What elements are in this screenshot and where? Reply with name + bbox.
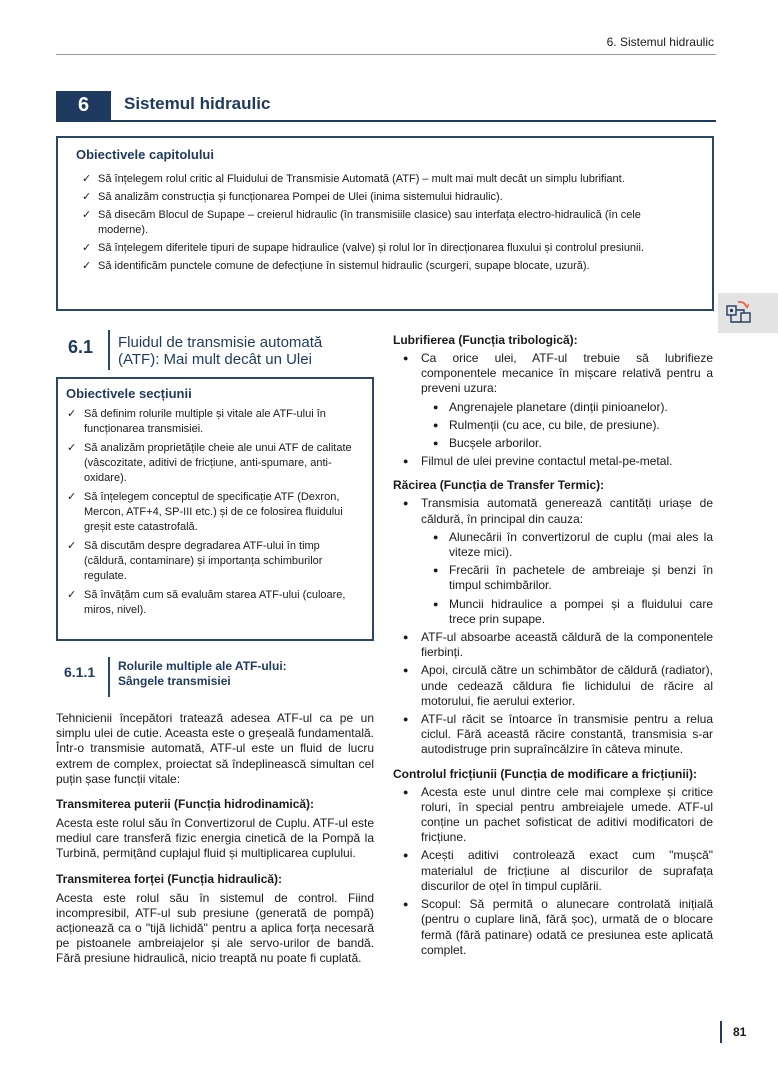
- section-title: Fluidul de transmisie automată (ATF): Mai mult decât un Ulei: [118, 334, 323, 368]
- bullet-item: ● Apoi, circulă către un schimbător de căldură (radiator), unde cedează căldura fie lichidului de răcire al motorului, fie aerului exterior.: [393, 663, 713, 709]
- objective-item: ✓ Să disecăm Blocul de Supape – creierul hidraulic (în transmisiile clasice) sau interfața electro-hidraulică (în cele moderne).: [82, 209, 641, 236]
- checkmark-icon: ✓: [67, 408, 77, 420]
- subheading-cooling: Răcirea (Funcția de Transfer Termic):: [393, 478, 605, 493]
- subsection-title: Rolurile multiple ale ATF-ului: Sângele transmisiei: [118, 659, 287, 688]
- subheading-power: Transmiterea puterii (Funcția hidrodinamică):: [56, 797, 315, 812]
- right-column: [393, 333, 713, 961]
- objective-item: ✓ Să învățăm cum să evaluăm starea ATF-ului (culoare, miros, nivel).: [67, 589, 346, 616]
- chapter-number: 6: [56, 91, 111, 120]
- bullet-item: ● ATF-ul răcit se întoarce în transmisie pentru a relua ciclul. Fără această răcire constantă, transmisia s-ar autodistruge prin supraîncălzire în câteva minute.: [393, 712, 713, 758]
- subsection-divider: [108, 657, 110, 697]
- left-body-text: [56, 711, 374, 977]
- bullet-item: ● Scopul: Să permită o alunecare controlată inițială (pentru o cuplare lină, fără șoc), urmată de o blocare fermă (fără patinare) odată ce presiunea este aplicată complet.: [393, 897, 713, 958]
- hydraulic-pump-diagram-icon: [724, 299, 754, 327]
- chapter-objectives-title: Obiectivele capitolului: [76, 147, 214, 162]
- chapter-underline: [56, 120, 716, 122]
- bullet-item: ● ATF-ul absoarbe această căldură de la componentele fierbinți.: [393, 630, 713, 660]
- objective-item: ✓ Să identificăm punctele comune de defecțiune în sistemul hidraulic (scurgeri, supape blocate, uzură).: [82, 260, 590, 272]
- checkmark-icon: ✓: [82, 173, 92, 185]
- checkmark-icon: ✓: [82, 242, 92, 254]
- chapter-heading: [56, 91, 716, 121]
- section-objectives-box: [56, 377, 374, 641]
- subsection-heading: [56, 657, 374, 697]
- paragraph-power: Acesta este rolul său în Convertizorul de Cuplu. ATF-ul este mediul care transferă fizic energia cinetică de la Pompă la Turbină, permițând cuplajul fluid și multiplicarea cuplului.: [56, 816, 374, 861]
- section-objectives-title: Obiectivele secțiunii: [66, 386, 192, 401]
- header-rule: [56, 54, 716, 55]
- chapter-title: Sistemul hidraulic: [124, 94, 271, 113]
- page-number-bar: [720, 1021, 722, 1043]
- checkmark-icon: ✓: [67, 491, 77, 503]
- checkmark-icon: ✓: [82, 191, 92, 203]
- intro-paragraph: Tehnicienii începători tratează adesea ATF-ul ca pe un simplu ulei de cutie. Aceasta este o greșeală fundamentală. Într-o transmisie automată, ATF-ul este un fluid de lucru extrem de complex, proiectat să îndeplinească simultan cel puțin șase funcții vitale:: [56, 711, 374, 786]
- subheading-lubrication: Lubrifierea (Funcția tribologică):: [393, 333, 578, 347]
- objective-item: ✓ Să definim rolurile multiple și vitale ale ATF-ului în funcționarea transmisiei.: [67, 408, 326, 435]
- checkmark-icon: ✓: [82, 260, 92, 272]
- objective-item: ✓ Să înțelegem conceptul de specificație ATF (Dexron, Mercon, ATF+4, SP-III etc.) și de ce folosirea fluidului greșit este catastrofală.: [67, 491, 343, 533]
- objective-item: ✓ Să înțelegem diferitele tipuri de supape hidraulice (valve) și rolul lor în direcționarea fluxului și controlul presiunii.: [82, 242, 644, 254]
- side-tab: [718, 293, 778, 333]
- bullet-item: ● Acești aditivi controlează exact cum "mușcă" materialul de fricțiune al discurilor de suprafața discurilor de oțel în timpul cuplării.: [393, 848, 713, 894]
- sub-bullet-item: ● Angrenajele planetare (dinții pinioanelor).: [421, 400, 713, 415]
- sub-bullet-item: ● Rulmenții (cu ace, cu bile, de presiune).: [421, 418, 713, 433]
- left-column: [56, 330, 374, 966]
- section-heading: [56, 330, 374, 378]
- sub-bullet-item: ● Frecării în pachetele de ambreiaje și benzi în timpul schimbărilor.: [421, 563, 713, 593]
- sub-bullet-item: ● Alunecării în convertizorul de cuplu (mai ales la viteze mici).: [421, 530, 713, 560]
- objective-item: ✓ Să înțelegem rolul critic al Fluidului de Transmisie Automată (ATF) – mult mai mult decât un simplu lubrifiant.: [82, 173, 625, 185]
- paragraph-force: Acesta este rolul său în sistemul de control. Fiind incompresibil, ATF-ul sub presiune (generată de pompă) acționează ca o "tijă lichidă" pentru a aplica forța necesară pe pistoanele ambreiajelor și ale servo-urilor de bandă. Fără presiune hidraulică, nicio treaptă nu poate fi cuplată.: [56, 890, 374, 966]
- checkmark-icon: ✓: [67, 442, 77, 454]
- bullet-item: ● Acesta este unul dintre cele mai complexe și critice roluri, în special pentru ambreiajele umede. ATF-ul conține un pachet sofisticat de aditivi modificatori de fricțiune.: [393, 785, 713, 846]
- running-header: 6. Sistemul hidraulic: [606, 35, 714, 49]
- subheading-friction: Controlul fricțiunii (Funcția de modificare a fricțiunii):: [393, 766, 698, 781]
- objective-item: ✓ Să analizăm proprietățile cheie ale unui ATF de calitate (vâscozitate, aditivi de fricțiune, anti-spumare, anti-oxidare).: [67, 442, 352, 484]
- objective-item: ✓ Să discutăm despre degradarea ATF-ului în timp (căldură, contaminare) și importanța schimburilor regulate.: [67, 540, 323, 582]
- sub-bullet-item: ● Muncii hidraulice a pompei și a fluidului care trece prin supape.: [421, 597, 713, 627]
- bullet-item: ● Transmisia automată generează cantități uriașe de căldură, în principal din cauza: ● Alunecării în convertizorul de cuplu (mai ales la viteze mici). ● Frecării în pachetele de ambreiaje și benzi în timpul schimbărilor. ● Muncii hidraulice a pompei și a fluidului care trece prin supape.: [393, 496, 713, 627]
- checkmark-icon: ✓: [67, 540, 77, 552]
- subsection-number: 6.1.1: [64, 664, 96, 680]
- objective-item: ✓ Să analizăm construcția și funcționarea Pompei de Ulei (inima sistemului hidraulic).: [82, 191, 503, 203]
- bullet-item: ● Ca orice ulei, ATF-ul trebuie să lubrifieze componentele mecanice în mișcare relativă pentru a preveni uzura: ● Angrenajele planetare (dinții pinioanelor). ● Rulmenții (cu ace, cu bile, de presiune). ● Bucșele arborilor.: [393, 351, 713, 451]
- page-number: 81: [733, 1025, 747, 1039]
- chapter-objectives-box: [56, 136, 714, 311]
- checkmark-icon: ✓: [82, 209, 92, 221]
- sub-bullet-item: ● Bucșele arborilor.: [421, 436, 713, 451]
- section-number: 6.1: [68, 337, 94, 357]
- section-divider: [108, 330, 110, 370]
- checkmark-icon: ✓: [67, 589, 77, 601]
- bullet-item: ● Filmul de ulei previne contactul metal-pe-metal.: [393, 454, 713, 469]
- subheading-force: Transmiterea forței (Funcția hidraulică):: [56, 871, 283, 886]
